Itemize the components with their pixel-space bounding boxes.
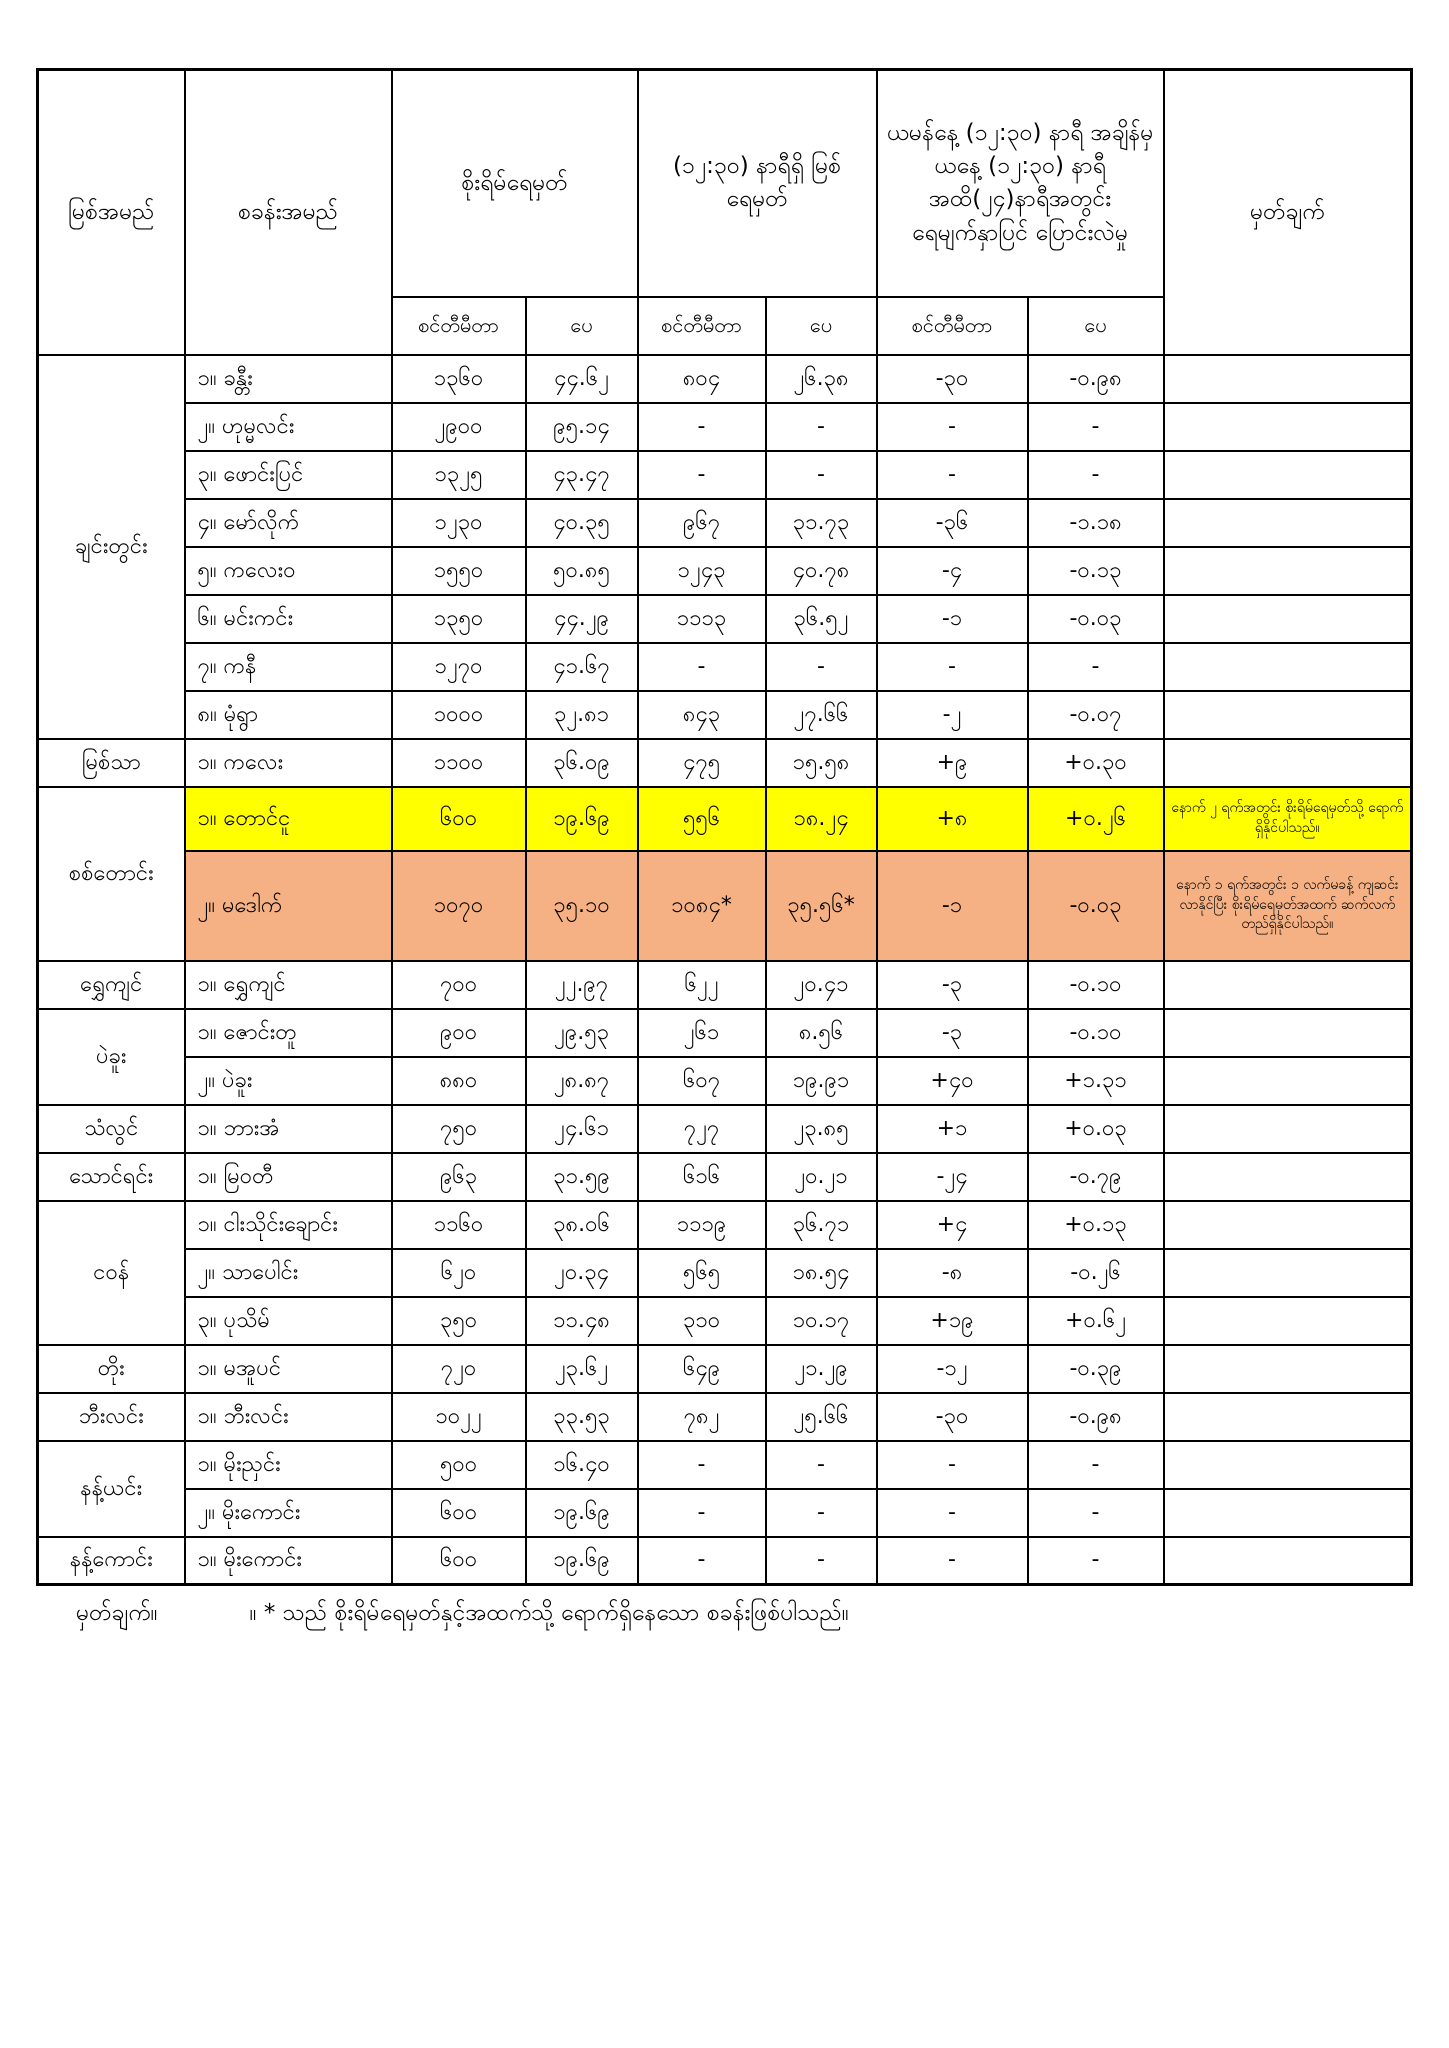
danger-ft-cell: ၅၀.၈၅: [526, 547, 638, 595]
danger-ft-cell: ၃၁.၅၉: [526, 1153, 638, 1201]
station-cell: ၁။ ခန္တီး: [185, 355, 392, 403]
change-ft-cell: -: [1028, 451, 1164, 499]
change-ft-cell: -၀.၀၇: [1028, 691, 1164, 739]
change-ft-cell: -၀.၁၀: [1028, 1009, 1164, 1057]
river-cell: နန့်ယင်း: [38, 1441, 185, 1537]
table-row: [38, 739, 1412, 787]
change-cm-cell: -: [877, 403, 1028, 451]
remark-cell: နောက် ၂ ရက်အတွင်း စိုးရိမ်ရေမှတ်သို့ ရောက်ရှိနိုင်ပါသည်။: [1164, 787, 1412, 851]
station-cell: ၂။ မိုးကောင်း: [185, 1489, 392, 1537]
remark-cell: [1164, 1153, 1412, 1201]
water-level-table: [36, 68, 1413, 1586]
river-cell: ငဝန်: [38, 1201, 185, 1345]
danger-ft-cell: ၂၂.၉၇: [526, 961, 638, 1009]
change-ft-cell: -၀.၁၃: [1028, 547, 1164, 595]
subheader-change-cm: စင်တီမီတာ: [877, 297, 1028, 355]
table-row: [38, 355, 1412, 403]
station-cell: ၂။ သာပေါင်း: [185, 1249, 392, 1297]
danger-ft-cell: ၉၅.၁၄: [526, 403, 638, 451]
danger-cm-cell: ၇၅၀: [392, 1105, 526, 1153]
danger-ft-cell: ၃၅.၁၀: [526, 851, 638, 961]
danger-cm-cell: ၉၆၃: [392, 1153, 526, 1201]
current-ft-cell: -: [766, 451, 877, 499]
danger-cm-cell: ၅၀၀: [392, 1441, 526, 1489]
danger-ft-cell: ၂၉.၅၃: [526, 1009, 638, 1057]
table-row: [38, 643, 1412, 691]
current-cm-cell: ၁၁၁၉: [638, 1201, 766, 1249]
current-cm-cell: ၃၁၀: [638, 1297, 766, 1345]
table-row: [38, 1201, 1412, 1249]
current-ft-cell: -: [766, 1489, 877, 1537]
river-cell: နန့်ကောင်း: [38, 1537, 185, 1585]
table-row-highlight-orange: [38, 851, 1412, 961]
table-row: [38, 1345, 1412, 1393]
danger-ft-cell: ၁၉.၆၉: [526, 1537, 638, 1585]
current-ft-cell: ၃၆.၇၁: [766, 1201, 877, 1249]
river-cell: ပဲခူး: [38, 1009, 185, 1105]
danger-ft-cell: ၁၆.၄၀: [526, 1441, 638, 1489]
table-row: [38, 1105, 1412, 1153]
current-ft-cell: -: [766, 643, 877, 691]
change-ft-cell: -၀.၁၀: [1028, 961, 1164, 1009]
table-row: [38, 1057, 1412, 1105]
danger-cm-cell: ၁၀၀၀: [392, 691, 526, 739]
station-cell: ၃။ ဖောင်းပြင်: [185, 451, 392, 499]
danger-cm-cell: ၇၀၀: [392, 961, 526, 1009]
header-river: မြစ်အမည်: [38, 70, 185, 355]
table-row: [38, 595, 1412, 643]
change-cm-cell: -: [877, 1441, 1028, 1489]
station-cell: ၅။ ကလေးဝ: [185, 547, 392, 595]
change-cm-cell: -၄: [877, 547, 1028, 595]
station-cell: ၁။ ငါးသိုင်းချောင်း: [185, 1201, 392, 1249]
current-ft-cell: ၄၀.၇၈: [766, 547, 877, 595]
change-cm-cell: -၃၆: [877, 499, 1028, 547]
change-ft-cell: -၀.၃၉: [1028, 1345, 1164, 1393]
danger-cm-cell: ၉၀၀: [392, 1009, 526, 1057]
remark-cell: [1164, 499, 1412, 547]
remark-cell: [1164, 691, 1412, 739]
danger-ft-cell: ၃၃.၅၃: [526, 1393, 638, 1441]
danger-cm-cell: ၁၃၂၅: [392, 451, 526, 499]
remark-cell: [1164, 739, 1412, 787]
remark-cell: [1164, 1009, 1412, 1057]
station-cell: ၁။ ရွှေကျင်: [185, 961, 392, 1009]
change-cm-cell: +၉: [877, 739, 1028, 787]
danger-ft-cell: ၃၆.၀၉: [526, 739, 638, 787]
current-ft-cell: -: [766, 1441, 877, 1489]
header-current-level: (၁၂:၃၀) နာရီရှိ မြစ်ရေမှတ်: [638, 70, 877, 297]
station-cell: ၁။ ဘားအံ: [185, 1105, 392, 1153]
change-ft-cell: -၀.၇၉: [1028, 1153, 1164, 1201]
remark-cell: [1164, 1249, 1412, 1297]
danger-cm-cell: ၇၂၀: [392, 1345, 526, 1393]
danger-ft-cell: ၂၈.၈၇: [526, 1057, 638, 1105]
current-ft-cell: ၂၀.၂၁: [766, 1153, 877, 1201]
remark-cell: [1164, 1105, 1412, 1153]
remark-cell: [1164, 961, 1412, 1009]
change-ft-cell: -: [1028, 643, 1164, 691]
remark-cell: [1164, 643, 1412, 691]
remark-cell: [1164, 355, 1412, 403]
station-cell: ၁။ မိုးညှင်း: [185, 1441, 392, 1489]
table-row: [38, 499, 1412, 547]
danger-cm-cell: ၆၀၀: [392, 1489, 526, 1537]
current-cm-cell: ၉၆၇: [638, 499, 766, 547]
subheader-change-ft: ပေ: [1028, 297, 1164, 355]
current-ft-cell: -: [766, 403, 877, 451]
current-ft-cell: ၁၉.၉၁: [766, 1057, 877, 1105]
change-cm-cell: -: [877, 643, 1028, 691]
change-ft-cell: -: [1028, 1489, 1164, 1537]
station-cell: ၇။ ကနီ: [185, 643, 392, 691]
current-ft-cell: ၂၇.၆၆: [766, 691, 877, 739]
change-ft-cell: +၀.၀၃: [1028, 1105, 1164, 1153]
danger-cm-cell: ၁၂၇၀: [392, 643, 526, 691]
current-ft-cell: ၂၃.၈၅: [766, 1105, 877, 1153]
change-ft-cell: -: [1028, 1441, 1164, 1489]
change-ft-cell: +၀.၆၂: [1028, 1297, 1164, 1345]
subheader-current-ft: ပေ: [766, 297, 877, 355]
table-row: [38, 451, 1412, 499]
current-ft-cell: ၃၆.၅၂: [766, 595, 877, 643]
header-station: စခန်းအမည်: [185, 70, 392, 355]
danger-cm-cell: ၁၃၅၀: [392, 595, 526, 643]
footnote: [76, 1598, 1376, 1632]
change-cm-cell: -၁၂: [877, 1345, 1028, 1393]
current-cm-cell: ၇၈၂: [638, 1393, 766, 1441]
station-cell: ၃။ ပုသိမ်: [185, 1297, 392, 1345]
table-row: [38, 1297, 1412, 1345]
change-cm-cell: +၁: [877, 1105, 1028, 1153]
change-ft-cell: -၀.၂၆: [1028, 1249, 1164, 1297]
change-cm-cell: -: [877, 1489, 1028, 1537]
river-cell: ဘီးလင်း: [38, 1393, 185, 1441]
station-cell: ၂။ ဟုမ္မလင်း: [185, 403, 392, 451]
header-change-24h: ယမန်နေ့ (၁၂:၃၀) နာရီ အချိန်မှ ယနေ့ (၁၂:၃၀) နာရီအထိ(၂၄)နာရီအတွင်း ရေမျက်နှာပြင် ပြောင်းလဲမှု: [877, 70, 1164, 297]
danger-ft-cell: ၃၂.၈၁: [526, 691, 638, 739]
station-cell: ၆။ မင်းကင်း: [185, 595, 392, 643]
danger-cm-cell: ၆၀၀: [392, 1537, 526, 1585]
remark-cell: [1164, 1489, 1412, 1537]
remark-cell: [1164, 1201, 1412, 1249]
change-cm-cell: +၈: [877, 787, 1028, 851]
table-row: [38, 1249, 1412, 1297]
station-cell: ၁။ တောင်ငူ: [185, 787, 392, 851]
river-cell: တိုး: [38, 1345, 185, 1393]
table-row: [38, 1537, 1412, 1585]
current-cm-cell: -: [638, 643, 766, 691]
danger-ft-cell: ၁၁.၄၈: [526, 1297, 638, 1345]
remark-cell: [1164, 1297, 1412, 1345]
danger-cm-cell: ၁၃၆၀: [392, 355, 526, 403]
change-ft-cell: -၀.၀၃: [1028, 851, 1164, 961]
footnote-text: ။ * သည် စိုးရိမ်ရေမှတ်နှင့်အထက်သို့ ရောက်ရှိနေသော စခန်းဖြစ်ပါသည်။: [249, 1600, 849, 1626]
change-cm-cell: -၁: [877, 851, 1028, 961]
danger-cm-cell: ၂၉၀၀: [392, 403, 526, 451]
river-cell: ချင်းတွင်း: [38, 355, 185, 739]
change-cm-cell: -၈: [877, 1249, 1028, 1297]
current-cm-cell: ၆၂၂: [638, 961, 766, 1009]
danger-ft-cell: ၁၉.၆၉: [526, 1489, 638, 1537]
danger-cm-cell: ၆၀၀: [392, 787, 526, 851]
station-cell: ၁။ မိုးကောင်း: [185, 1537, 392, 1585]
river-cell: မြစ်သာ: [38, 739, 185, 787]
current-cm-cell: ၆၄၉: [638, 1345, 766, 1393]
change-cm-cell: -၁: [877, 595, 1028, 643]
header-row-main: [38, 70, 1412, 297]
station-cell: ၈။ မုံရွာ: [185, 691, 392, 739]
danger-cm-cell: ၃၅၀: [392, 1297, 526, 1345]
river-cell: ရွှေကျင်: [38, 961, 185, 1009]
table-row: [38, 1153, 1412, 1201]
table-row: [38, 691, 1412, 739]
subheader-current-cm: စင်တီမီတာ: [638, 297, 766, 355]
table-row: [38, 961, 1412, 1009]
remark-cell: [1164, 1057, 1412, 1105]
change-ft-cell: -: [1028, 1537, 1164, 1585]
current-cm-cell: ၅၆၅: [638, 1249, 766, 1297]
danger-ft-cell: ၄၄.၆၂: [526, 355, 638, 403]
table-row: [38, 1441, 1412, 1489]
current-cm-cell: ၆၁၆: [638, 1153, 766, 1201]
table-row: [38, 1009, 1412, 1057]
current-cm-cell: -: [638, 1441, 766, 1489]
current-ft-cell: ၁၈.၂၄: [766, 787, 877, 851]
station-cell: ၁။ ကလေး: [185, 739, 392, 787]
current-cm-cell: -: [638, 1489, 766, 1537]
current-ft-cell: ၃၅.၅၆*: [766, 851, 877, 961]
change-ft-cell: -၀.၉၈: [1028, 355, 1164, 403]
current-cm-cell: ၁၀၈၄*: [638, 851, 766, 961]
current-cm-cell: -: [638, 1537, 766, 1585]
change-ft-cell: -: [1028, 403, 1164, 451]
danger-cm-cell: ၆၂၀: [392, 1249, 526, 1297]
station-cell: ၁။ မြဝတီ: [185, 1153, 392, 1201]
change-ft-cell: +၁.၃၁: [1028, 1057, 1164, 1105]
danger-ft-cell: ၂၃.၆၂: [526, 1345, 638, 1393]
remark-cell: နောက် ၁ ရက်အတွင်း ၁ လက်မခန့် ကျဆင်းလာနိုင်ပြီး စိုးရိမ်ရေမှတ်အထက် ဆက်လက်တည်ရှိနိုင်ပါသည်။: [1164, 851, 1412, 961]
station-cell: ၁။ ဇောင်းတူ: [185, 1009, 392, 1057]
current-ft-cell: ၂၆.၃၈: [766, 355, 877, 403]
danger-ft-cell: ၄၃.၄၇: [526, 451, 638, 499]
remark-cell: [1164, 547, 1412, 595]
danger-cm-cell: ၁၅၅၀: [392, 547, 526, 595]
change-cm-cell: -၂၄: [877, 1153, 1028, 1201]
table-row: [38, 547, 1412, 595]
danger-cm-cell: ၁၂၃၀: [392, 499, 526, 547]
danger-ft-cell: ၂၀.၃၄: [526, 1249, 638, 1297]
current-cm-cell: ၈၄၃: [638, 691, 766, 739]
change-ft-cell: +၀.၁၃: [1028, 1201, 1164, 1249]
river-cell: သံလွင်: [38, 1105, 185, 1153]
change-cm-cell: -၃၀: [877, 355, 1028, 403]
current-ft-cell: ၁၈.၅၄: [766, 1249, 877, 1297]
change-cm-cell: -၃၀: [877, 1393, 1028, 1441]
current-cm-cell: ၅၅၆: [638, 787, 766, 851]
current-ft-cell: ၂၅.၆၆: [766, 1393, 877, 1441]
change-ft-cell: -၀.၀၃: [1028, 595, 1164, 643]
current-cm-cell: ၇၂၇: [638, 1105, 766, 1153]
remark-cell: [1164, 1345, 1412, 1393]
change-cm-cell: -၃: [877, 961, 1028, 1009]
change-cm-cell: +၄: [877, 1201, 1028, 1249]
current-cm-cell: ၄၇၅: [638, 739, 766, 787]
change-ft-cell: +၀.၂၆: [1028, 787, 1164, 851]
remark-cell: [1164, 403, 1412, 451]
danger-cm-cell: ၈၈၀: [392, 1057, 526, 1105]
change-cm-cell: +၄၀: [877, 1057, 1028, 1105]
table-row: [38, 1393, 1412, 1441]
station-cell: ၁။ မအူပင်: [185, 1345, 392, 1393]
current-cm-cell: ၈၀၄: [638, 355, 766, 403]
change-cm-cell: -၃: [877, 1009, 1028, 1057]
danger-cm-cell: ၁၀၇၀: [392, 851, 526, 961]
danger-ft-cell: ၄၁.၆၇: [526, 643, 638, 691]
header-danger-level: စိုးရိမ်ရေမှတ်: [392, 70, 638, 297]
danger-cm-cell: ၁၁၆၀: [392, 1201, 526, 1249]
current-cm-cell: ၁၂၄၃: [638, 547, 766, 595]
danger-ft-cell: ၁၉.၆၉: [526, 787, 638, 851]
current-ft-cell: ၂၁.၂၉: [766, 1345, 877, 1393]
remark-cell: [1164, 1393, 1412, 1441]
change-ft-cell: -၀.၉၈: [1028, 1393, 1164, 1441]
current-cm-cell: ၆၀၇: [638, 1057, 766, 1105]
remark-cell: [1164, 1441, 1412, 1489]
change-cm-cell: +၁၉: [877, 1297, 1028, 1345]
table-row: [38, 403, 1412, 451]
river-cell: စစ်တောင်း: [38, 787, 185, 961]
station-cell: ၂။ မဒေါက်: [185, 851, 392, 961]
table-row: [38, 1489, 1412, 1537]
station-cell: ၂။ ပဲခူး: [185, 1057, 392, 1105]
change-ft-cell: +၀.၃၀: [1028, 739, 1164, 787]
danger-ft-cell: ၂၄.၆၁: [526, 1105, 638, 1153]
remark-cell: [1164, 451, 1412, 499]
river-cell: သောင်ရင်း: [38, 1153, 185, 1201]
current-cm-cell: -: [638, 451, 766, 499]
current-ft-cell: ၈.၅၆: [766, 1009, 877, 1057]
current-cm-cell: ၂၆၁: [638, 1009, 766, 1057]
current-ft-cell: ၃၁.၇၃: [766, 499, 877, 547]
danger-cm-cell: ၁၁၀၀: [392, 739, 526, 787]
current-ft-cell: ၂၀.၄၁: [766, 961, 877, 1009]
danger-cm-cell: ၁၀၂၂: [392, 1393, 526, 1441]
subheader-danger-cm: စင်တီမီတာ: [392, 297, 526, 355]
change-cm-cell: -: [877, 1537, 1028, 1585]
remark-cell: [1164, 595, 1412, 643]
current-cm-cell: -: [638, 403, 766, 451]
station-cell: ၁။ ဘီးလင်း: [185, 1393, 392, 1441]
table-row-highlight-yellow: [38, 787, 1412, 851]
change-ft-cell: -၁.၁၈: [1028, 499, 1164, 547]
current-cm-cell: ၁၁၁၃: [638, 595, 766, 643]
header-remarks: မှတ်ချက်: [1164, 70, 1412, 355]
danger-ft-cell: ၄၀.၃၅: [526, 499, 638, 547]
subheader-danger-ft: ပေ: [526, 297, 638, 355]
current-ft-cell: ၁၅.၅၈: [766, 739, 877, 787]
danger-ft-cell: ၃၈.၀၆: [526, 1201, 638, 1249]
change-cm-cell: -၂: [877, 691, 1028, 739]
footnote-label: မှတ်ချက်။: [76, 1600, 158, 1626]
danger-ft-cell: ၄၄.၂၉: [526, 595, 638, 643]
change-cm-cell: -: [877, 451, 1028, 499]
station-cell: ၄။ မော်လိုက်: [185, 499, 392, 547]
current-ft-cell: ၁၀.၁၇: [766, 1297, 877, 1345]
current-ft-cell: -: [766, 1537, 877, 1585]
remark-cell: [1164, 1537, 1412, 1585]
